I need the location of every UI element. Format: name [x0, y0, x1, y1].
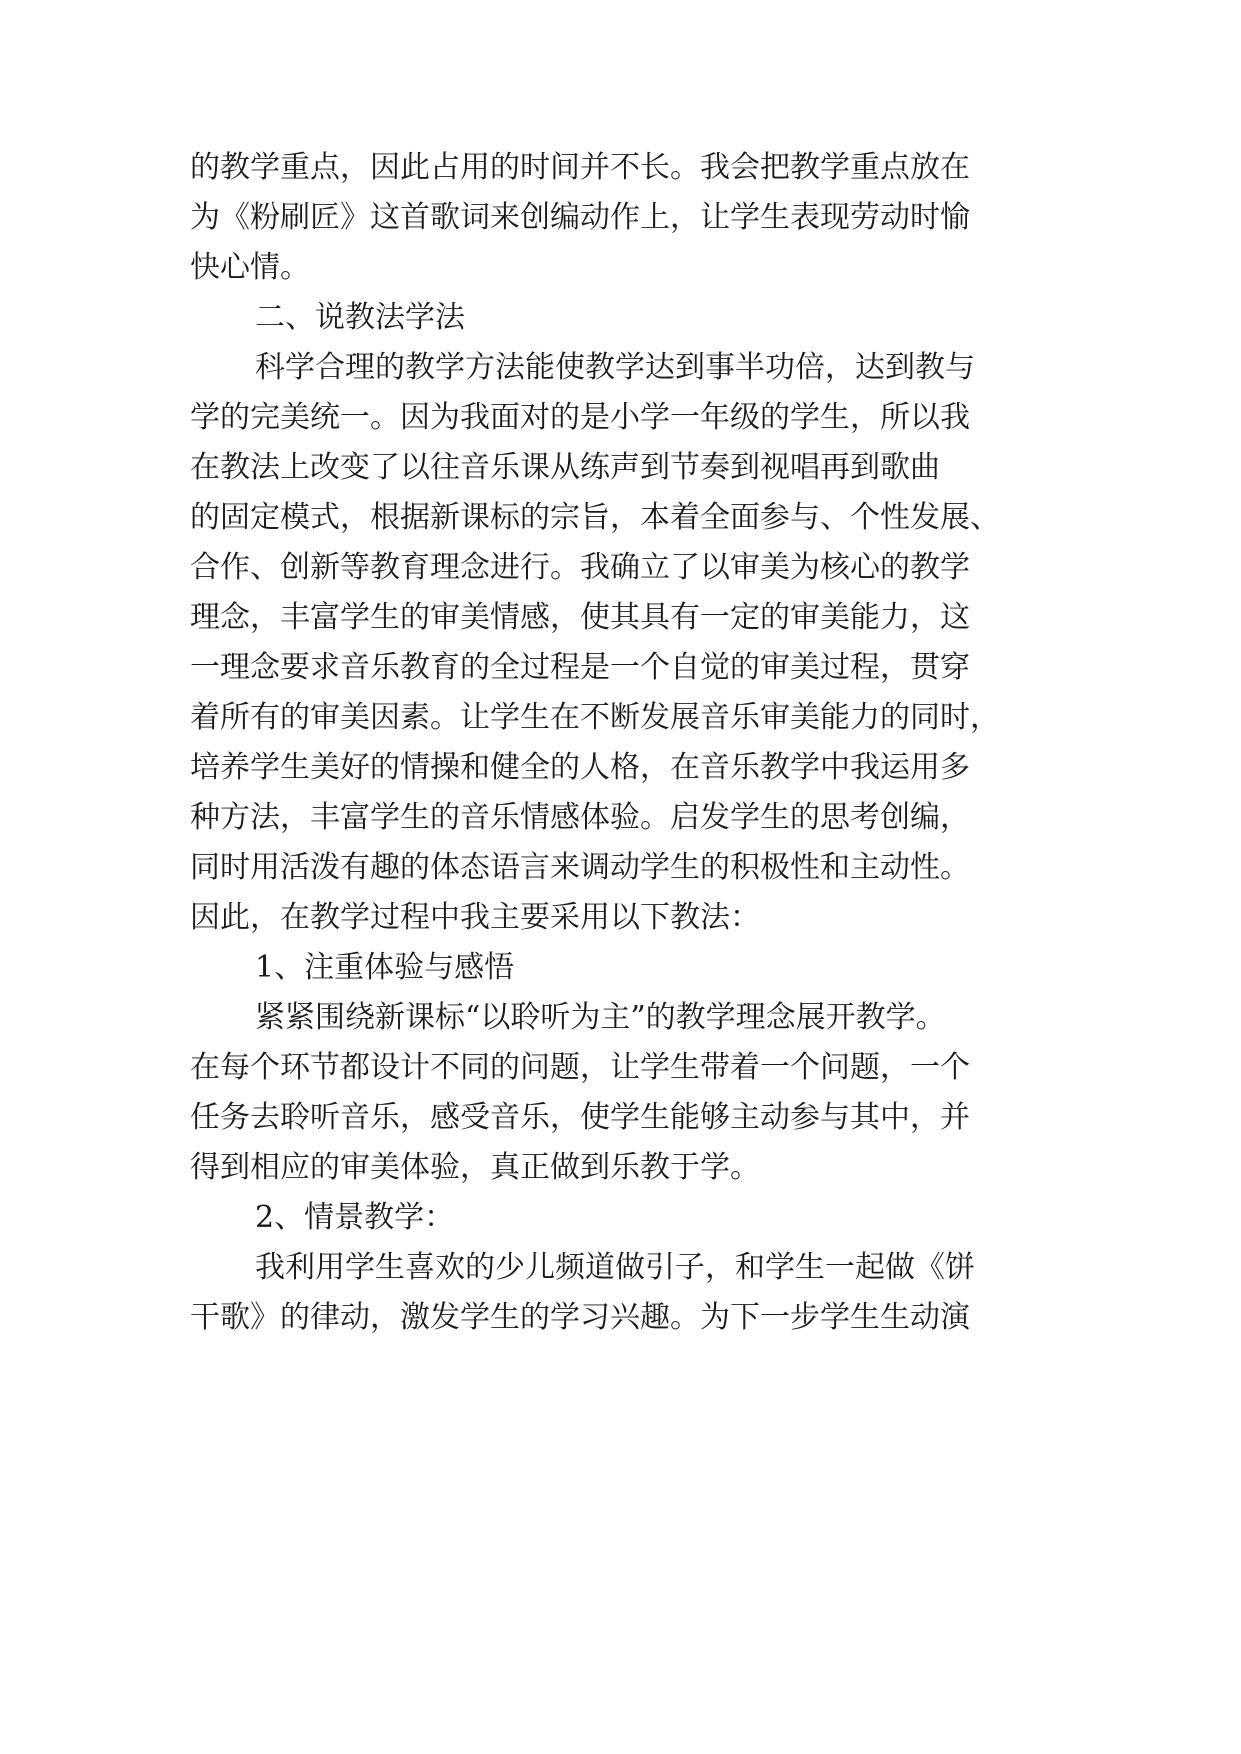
text-line: 干歌》的律动，激发学生的学习兴趣。为下一步学生生动演: [190, 1300, 970, 1335]
text-line: 科学合理的教学方法能使教学达到事半功倍，达到教与: [255, 350, 975, 385]
text-line: 我利用学生喜欢的少儿频道做引子，和学生一起做《饼: [255, 1250, 975, 1285]
text-line: 着所有的审美因素。让学生在不断发展音乐审美能力的同时，: [190, 700, 1000, 735]
text-line: 得到相应的审美体验，真正做到乐教于学。: [190, 1150, 760, 1185]
subsection-heading: 1、注重体验与感悟: [255, 950, 515, 985]
text-line: 同时用活泼有趣的体态语言来调动学生的积极性和主动性。: [190, 850, 970, 885]
section-heading: 二、说教法学法: [255, 300, 465, 335]
text-line: 的教学重点，因此占用的时间并不长。我会把教学重点放在: [190, 150, 970, 185]
text-line: 培养学生美好的情操和健全的人格，在音乐教学中我运用多: [190, 750, 970, 785]
text-line: 的固定模式，根据新课标的宗旨，本着全面参与、个性发展、: [190, 500, 1000, 535]
text-line: 紧紧围绕新课标“以聆听为主”的教学理念展开教学。: [255, 1000, 946, 1035]
text-line: 种方法，丰富学生的音乐情感体验。启发学生的思考创编，: [190, 800, 970, 835]
text-line: 在每个环节都设计不同的问题，让学生带着一个问题，一个: [190, 1050, 970, 1085]
text-line: 一理念要求音乐教育的全过程是一个自觉的审美过程，贯穿: [190, 650, 970, 685]
text-line: 理念，丰富学生的审美情感，使其具有一定的审美能力，这: [190, 600, 970, 635]
text-line: 在教法上改变了以往音乐课从练声到节奏到视唱再到歌曲: [190, 450, 940, 485]
text-line: 为《粉刷匠》这首歌词来创编动作上，让学生表现劳动时愉: [190, 200, 970, 235]
text-line: 快心情。: [190, 250, 310, 285]
text-line: 合作、创新等教育理念进行。我确立了以审美为核心的教学: [190, 550, 970, 585]
text-line: 因此，在教学过程中我主要采用以下教法：: [190, 900, 760, 935]
subsection-heading: 2、情景教学：: [255, 1200, 455, 1235]
text-line: 学的完美统一。因为我面对的是小学一年级的学生，所以我: [190, 400, 970, 435]
text-line: 任务去聆听音乐，感受音乐，使学生能够主动参与其中，并: [190, 1100, 970, 1135]
